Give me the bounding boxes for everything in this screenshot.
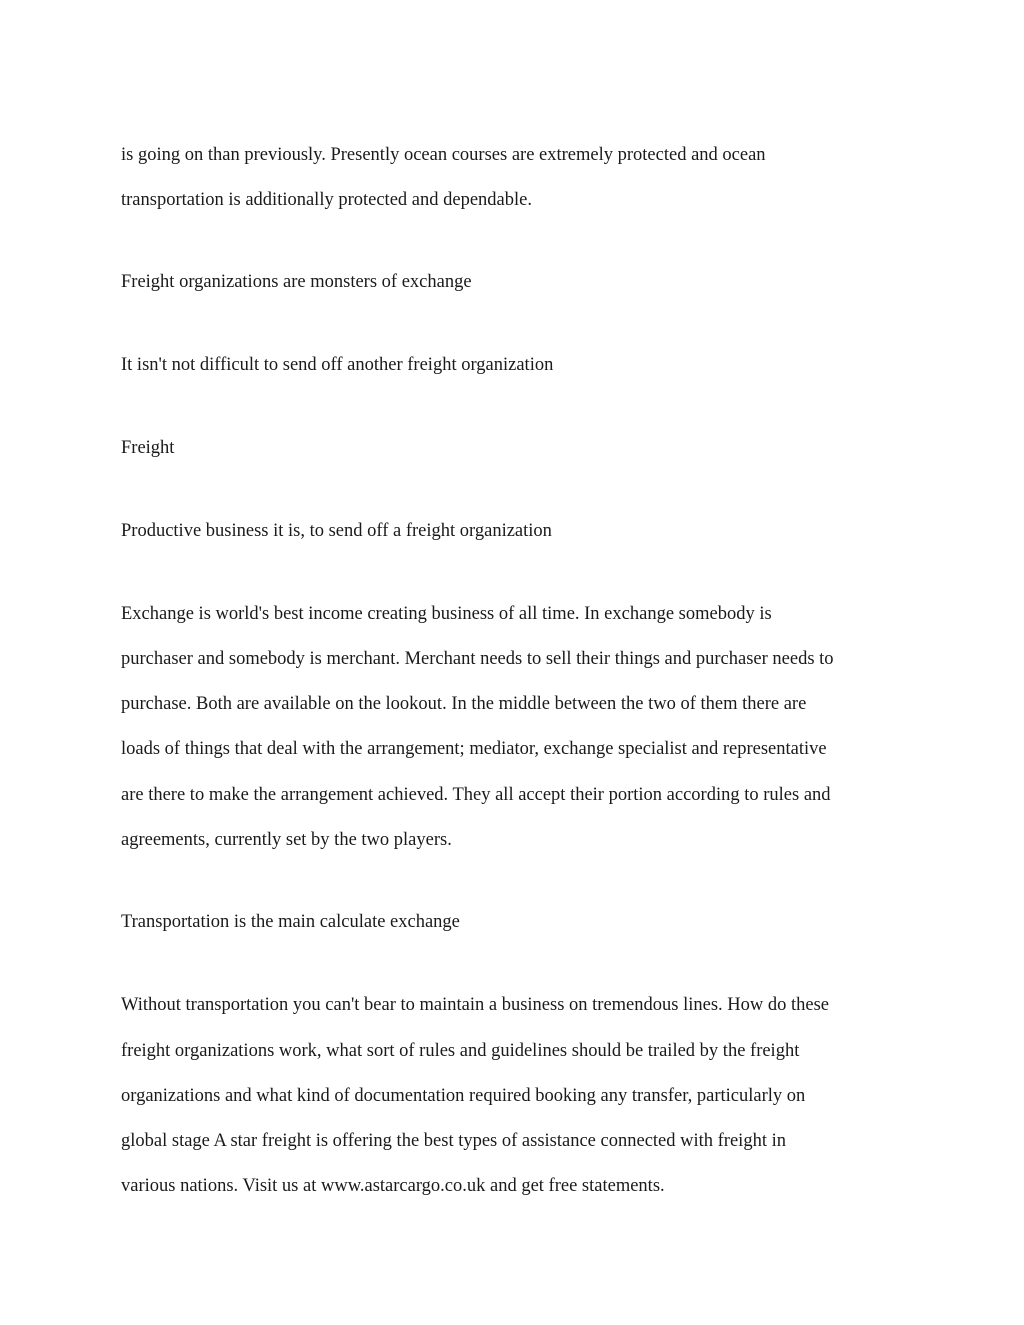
paragraph-line: transportation is additionally protected and dependable. xyxy=(121,190,532,210)
heading-line: Productive business it is, to send off a freight organization xyxy=(121,521,552,541)
paragraph-line: global stage A star freight is offering the best types of assistance connected with freight in xyxy=(121,1131,786,1151)
paragraph-line: are there to make the arrangement achieved. They all accept their portion according to rules and xyxy=(121,785,831,805)
paragraph-line: freight organizations work, what sort of rules and guidelines should be trailed by the freight xyxy=(121,1041,800,1061)
paragraph-line: agreements, currently set by the two players. xyxy=(121,830,452,850)
heading-line: It isn't not difficult to send off another freight organization xyxy=(121,355,554,375)
paragraph-line: is going on than previously. Presently ocean courses are extremely protected and ocean xyxy=(121,145,766,165)
paragraph-line: organizations and what kind of documentation required booking any transfer, particularly on xyxy=(121,1086,806,1106)
heading-line: Transportation is the main calculate exchange xyxy=(121,912,460,932)
paragraph-line: Without transportation you can't bear to maintain a business on tremendous lines. How do these xyxy=(121,995,830,1015)
heading-line: Freight organizations are monsters of exchange xyxy=(121,272,472,292)
heading-line: Freight xyxy=(121,438,175,458)
paragraph-line: purchase. Both are available on the lookout. In the middle between the two of them there are xyxy=(121,694,807,714)
paragraph-line: loads of things that deal with the arrangement; mediator, exchange specialist and representative xyxy=(121,739,827,759)
paragraph-line: various nations. Visit us at www.astarcargo.co.uk and get free statements. xyxy=(121,1176,665,1196)
paragraph-line: purchaser and somebody is merchant. Merchant needs to sell their things and purchaser needs to xyxy=(121,649,834,669)
paragraph-line: Exchange is world's best income creating business of all time. In exchange somebody is xyxy=(121,604,772,624)
